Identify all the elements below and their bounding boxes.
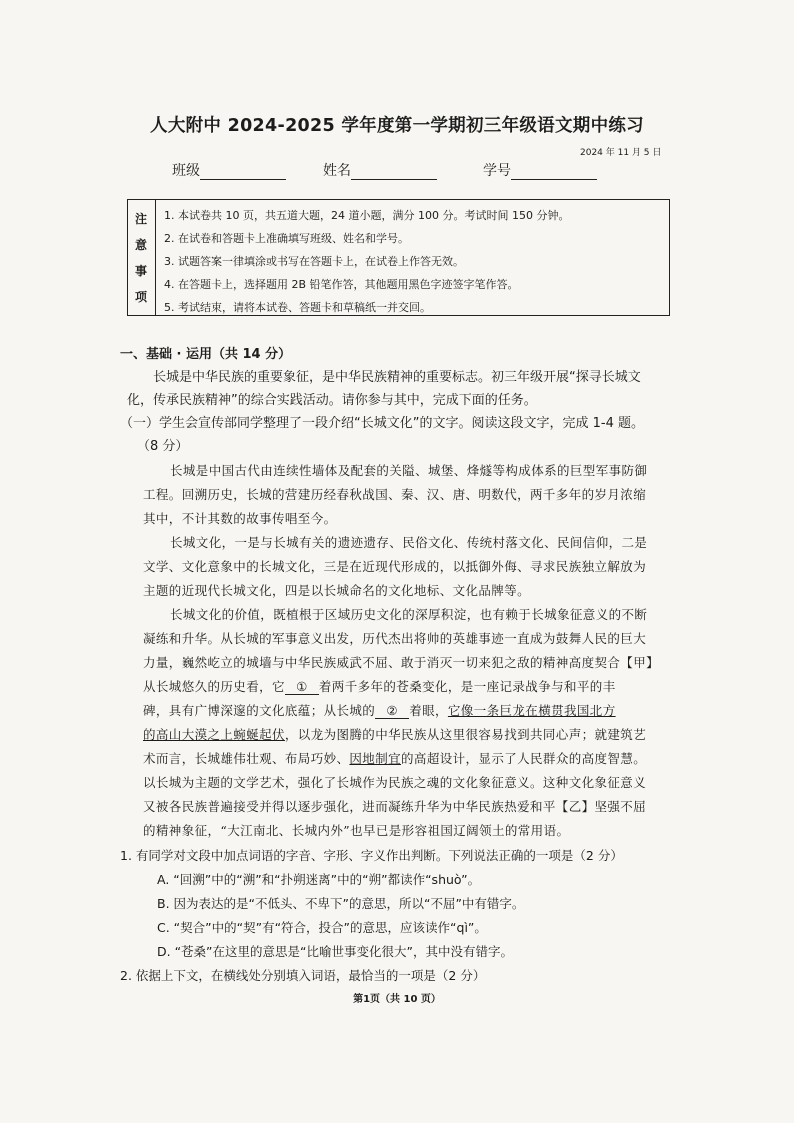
id-label: 学号 bbox=[483, 163, 511, 179]
underlined-phrase: 因地制宜 bbox=[349, 751, 402, 766]
passage-line bbox=[143, 701, 616, 719]
notice-item: 5. 考试结束，请将本试卷、答题卡和草稿纸一并交回。 bbox=[164, 301, 431, 314]
passage-line: 以长城为主题的文学艺术，强化了长城作为民族之魂的文化象征意义。这种文化象征意义 bbox=[143, 775, 647, 790]
intro-line: 化，传承民族精神”的综合实践活动。请你参与其中，完成下面的任务。 bbox=[127, 393, 537, 408]
passage-text: 着两千多年的苍桑变化，是一座记录战争与和平的丰 bbox=[318, 679, 616, 694]
notice-head-char: 注 bbox=[135, 212, 148, 226]
passage-text: ，以龙为图腾的中华民族从这里很容易找到共同心声；就建筑艺 bbox=[284, 727, 647, 742]
passage-line bbox=[143, 725, 646, 743]
notice-item: 1. 本试卷共 10 页，共五道大题，24 道小题，满分 100 分。考试时间 150 分钟。 bbox=[164, 209, 570, 222]
id-blank[interactable] bbox=[511, 163, 597, 180]
class-field bbox=[172, 160, 286, 180]
exam-date: 2024 年 11 月 5 日 bbox=[580, 148, 662, 158]
question-2-stem: 2. 依据上下文，在横线处分别填入词语，最恰当的一项是（2 分） bbox=[120, 968, 486, 983]
option-c[interactable]: C. “契合”中的“契”有“符合，投合”的意思，应该读作“qì”。 bbox=[157, 920, 487, 935]
notice-head-char: 项 bbox=[135, 290, 148, 304]
class-blank[interactable] bbox=[200, 163, 286, 180]
class-label: 班级 bbox=[172, 163, 200, 179]
notice-item: 2. 在试卷和答题卡上准确填写班级、姓名和学号。 bbox=[164, 232, 409, 245]
section-title: 一、基础 · 运用（共 14 分） bbox=[120, 347, 292, 362]
passage-line bbox=[143, 677, 616, 695]
notice-box bbox=[127, 199, 670, 316]
page-footer: 第1页（共 10 页） bbox=[353, 994, 441, 1005]
passage-line: 力量，巍然屹立的城墙与中华民族威武不屈、敢于消灭一切来犯之敌的精神高度契合【甲】 bbox=[143, 655, 660, 670]
option-a[interactable]: A. “回溯”中的“溯”和“扑朔迷离”中的“朔”都读作“shuò”。 bbox=[157, 872, 481, 887]
notice-items bbox=[164, 204, 569, 319]
passage-line: 其中，不计其数的故事传唱至今。 bbox=[143, 511, 337, 526]
name-label: 姓名 bbox=[323, 163, 351, 179]
passage-line: 凝练和升华。从长城的军事意义出发，历代杰出将帅的英雄事迹一直成为鼓舞人民的巨大 bbox=[143, 631, 647, 646]
passage-text: 术而言，长城雄伟壮观、布局巧妙、 bbox=[143, 751, 350, 766]
passage-line: 主题的近现代长城文化，四是以长城命名的文化地标、文化品牌等。 bbox=[143, 583, 531, 598]
passage-line: 文学、文化意象中的长城文化，三是在近现代形成的，以抵御外侮、寻求民族独立解放为 bbox=[143, 559, 647, 574]
passage-text: 碑，具有广博深邃的文化底蕴；从长城的 bbox=[143, 703, 376, 718]
question-1-stem: 1. 有同学对文段中加点词语的字音、字形、字义作出判断。下列说法正确的一项是（2 分） bbox=[120, 848, 623, 863]
exam-title: 人大附中 2024-2025 学年度第一学期初三年级语文期中练习 bbox=[150, 116, 644, 136]
id-field bbox=[483, 160, 597, 180]
passage-line bbox=[143, 749, 646, 767]
name-field bbox=[323, 160, 437, 180]
underlined-sentence: 的高山大漠之上蜿蜒起伏 bbox=[143, 727, 285, 742]
passage-line: 长城文化的价值，既植根于区域历史文化的深厚积淀，也有赖于长城象征意义的不断 bbox=[170, 607, 648, 622]
passage-text: 的高超设计，显示了人民群众的高度智慧。 bbox=[401, 751, 647, 766]
passage-line: 的精神象征，“大江南北、长城内外”也早已是形容祖国辽阔领土的常用语。 bbox=[143, 823, 570, 838]
option-d[interactable]: D. “苍桑”在这里的意思是“比喻世事变化很大”，其中没有错字。 bbox=[157, 944, 513, 959]
notice-item: 3. 试题答案一律填涂或书写在答题卡上，在试卷上作答无效。 bbox=[164, 255, 464, 268]
notice-head-char: 意 bbox=[135, 238, 148, 252]
underlined-sentence: 它像一条巨龙在横贯我国北方 bbox=[447, 703, 616, 718]
option-b[interactable]: B. 因为表达的是“不低头、不卑下”的意思，所以“不屈”中有错字。 bbox=[157, 896, 525, 911]
passage-line: 工程。回溯历史，长城的营建历经春秋战国、秦、汉、唐、明数代，两千多年的岁月浓缩 bbox=[143, 487, 647, 502]
passage-line: 长城文化，一是与长城有关的遗迹遗存、民俗文化、传统村落文化、民间信仰，二是 bbox=[170, 535, 648, 550]
subsection-score: （8 分） bbox=[137, 439, 189, 454]
blank-1[interactable]: ① bbox=[285, 679, 319, 695]
notice-item: 4. 在答题卡上，选择题用 2B 铅笔作答，其他题用黑色字迹签字笔作答。 bbox=[164, 278, 519, 291]
passage-line: 又被各民族普遍接受并得以逐步强化，进而凝练升华为中华民族热爱和平【乙】坚强不屈 bbox=[143, 799, 647, 814]
notice-heading bbox=[128, 200, 156, 315]
notice-head-char: 事 bbox=[135, 264, 148, 278]
intro-line: 长城是中华民族的重要象征，是中华民族精神的重要标志。初三年级开展“探寻长城文 bbox=[153, 370, 641, 385]
passage-text: 着眼， bbox=[409, 703, 448, 718]
blank-2[interactable]: ② bbox=[375, 703, 409, 719]
passage-text: 从长城悠久的历史看，它 bbox=[143, 679, 285, 694]
passage-line: 长城是中国古代由连续性墙体及配套的关隘、城堡、烽燧等构成体系的巨型军事防御 bbox=[170, 463, 648, 478]
name-blank[interactable] bbox=[351, 163, 437, 180]
subsection-title: （一）学生会宣传部同学整理了一段介绍“长城文化”的文字。阅读这段文字，完成 1-4 题。 bbox=[120, 416, 644, 431]
